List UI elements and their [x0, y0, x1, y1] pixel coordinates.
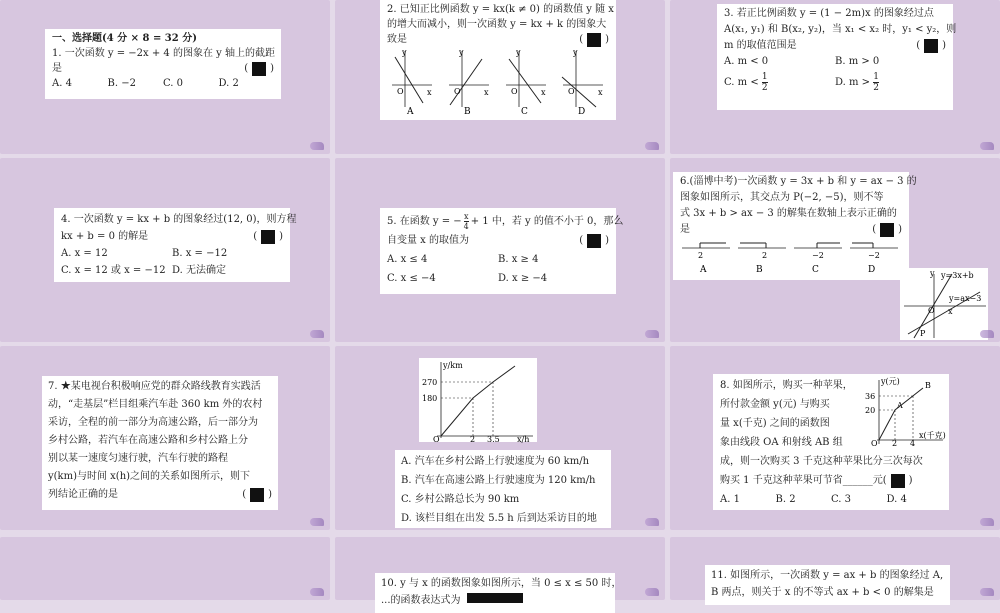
option-c: C. m < $\frac{1}{2}$: [724, 72, 768, 93]
option-d: D. 2: [218, 78, 239, 89]
number-line-b: [738, 243, 786, 275]
axis-y-label: y: [573, 48, 578, 57]
options-row-2: [387, 269, 609, 288]
graph-label-d: D: [578, 107, 586, 117]
slide-thumbnail-3[interactable]: [670, 0, 1000, 154]
option-d: D. x ≥ −4: [498, 273, 548, 284]
option-label-c: C: [812, 265, 819, 275]
slide-thumbnail-4[interactable]: [0, 158, 330, 342]
axis-y-label: y: [516, 48, 521, 57]
question-line: 量 x(千克) 之间的函数图: [720, 418, 830, 429]
option-label-a: A: [700, 265, 707, 275]
y-tick-180: 180: [422, 394, 438, 403]
number-line-tick: −2: [868, 251, 880, 260]
graph-a: [392, 48, 432, 117]
answer-parentheses: ( ): [916, 40, 946, 51]
line-label-1: y=3x+b: [941, 271, 974, 280]
question-card-3: [717, 4, 957, 110]
question-card-7: [42, 376, 278, 510]
slide-thumbnail-7b[interactable]: [335, 346, 665, 530]
option-a: A. x = 12: [61, 248, 108, 259]
slide-thumbnail-5[interactable]: [335, 158, 665, 342]
price-quantity-graph: [863, 376, 945, 446]
options-row-1: [387, 250, 609, 269]
origin-label: O: [454, 87, 461, 96]
question-line: B 两点，则关于 x 的不等式 ax + b < 0 的解集是: [711, 587, 934, 598]
axis-y-label: y(元): [881, 377, 900, 386]
number-line-a: [682, 243, 730, 275]
question-line: 乡村公路，若汽车在高速公路和乡村公路上分: [48, 435, 248, 446]
answer-box: [250, 488, 264, 502]
slide-thumbnail-7[interactable]: [0, 346, 330, 530]
question-line: 11. 如图所示，一次函数 y = ax + b 的图象经过 A,: [711, 570, 944, 581]
option-a: A. m < 0: [724, 56, 769, 67]
options-row-2: [724, 72, 946, 93]
slide-thumbnail-11[interactable]: [670, 537, 1000, 600]
line-label-2: y=ax−3: [949, 294, 982, 303]
question-line: 象由线段 OA 和射线 AB 组: [720, 437, 843, 448]
question-line: y(km)与时间 x(h)之间的关系如图所示，则下: [48, 471, 251, 482]
option-c: C. 0: [163, 78, 184, 89]
question-text-2: kx + b = 0 的解是 ( ): [61, 228, 283, 245]
axis-y-label: y: [459, 48, 464, 57]
question-text-2: A(x₁, y₁) 和 B(x₂, y₂)，当 x₁ < x₂ 时，y₁ < y₂，则: [724, 24, 957, 35]
axis-x-label: x: [541, 88, 546, 97]
answer-box: [924, 39, 938, 53]
x-tick-4: 4: [910, 439, 916, 448]
option-c: C. x = 12 或 x = −12: [61, 265, 166, 276]
x-tick-2: 2: [892, 439, 898, 448]
intersection-graph: [900, 268, 988, 340]
answer-box: [587, 33, 601, 47]
graph-b: [449, 48, 489, 117]
question-text-2: 是 ( ): [52, 63, 274, 74]
option-c: C. x ≤ −4: [387, 273, 436, 284]
answer-parentheses: ( ): [244, 63, 274, 74]
graph-label-c: C: [521, 107, 528, 117]
origin-label: O: [928, 306, 935, 315]
x-tick-2: 2: [470, 435, 476, 444]
question-line: 所付款金额 y(元) 与购买: [720, 399, 830, 410]
y-tick-36: 36: [865, 392, 876, 401]
option-label-b: B: [756, 265, 763, 275]
number-line-options: [680, 238, 902, 278]
answer-box: [891, 474, 905, 488]
question-card-11: [705, 565, 950, 605]
answer-box: [587, 234, 601, 248]
option-label-d: D: [868, 265, 876, 275]
origin-label: O: [433, 435, 440, 444]
graph-d: [562, 48, 603, 117]
option-d: D. 该栏目组在出发 5.5 h 后到达采访目的地: [401, 513, 597, 524]
number-line-tick: 2: [762, 251, 768, 260]
question-text-2: 图象如图所示，其交点为 P(−2, −5)，则不等: [680, 192, 884, 203]
number-line-d: [850, 243, 898, 275]
options-row-1: [724, 54, 946, 70]
question-text-2: 的增大而减小，则一次函数 y = kx + k 的图象大: [387, 19, 607, 30]
option-b: B. x = −12: [172, 248, 228, 259]
question-line: ...的函数表达式为: [381, 592, 609, 609]
question-card-6: [673, 172, 917, 280]
answer-box: [261, 230, 275, 244]
origin-label: O: [568, 87, 575, 96]
question-text: 2. 已知正比例函数 y = kx(k ≠ 0) 的函数值 y 随 x: [387, 4, 614, 15]
answer-box: [880, 223, 894, 237]
answer-parentheses: ( ): [242, 489, 272, 500]
slide-thumbnail-8[interactable]: [670, 346, 1000, 530]
origin-label: O: [397, 87, 404, 96]
axis-x-label: x: [598, 88, 603, 97]
option-graphs: [387, 47, 609, 115]
axis-x-label: x/h: [517, 435, 530, 444]
question-card-2: [380, 0, 616, 120]
question-line: 别以某一速度匀速行驶，汽车行驶的路程: [48, 453, 228, 464]
question-card-8: [713, 374, 949, 510]
question-text: 6.(淄博中考)一次函数 y = 3x + b 和 y = ax − 3 的: [680, 176, 917, 187]
question-text-2: 自变量 x 的取值为 ( ): [387, 231, 609, 250]
question-card-5: [380, 208, 624, 294]
axis-y-label: y/km: [443, 361, 463, 370]
option-c: C. 3: [831, 494, 852, 505]
answer-parentheses: ( ): [579, 235, 609, 246]
y-tick-270: 270: [422, 378, 438, 387]
question-line: 列结论正确的是 ( ): [48, 486, 272, 504]
answer-parentheses: ( ): [579, 34, 609, 45]
question-text: 5. 在函数 y = − $\frac{x}{4}$ + 1 中，若 y 的值不小于 0，那么: [387, 212, 624, 231]
question-line: 动，“走基层”栏目组乘汽车赴 360 km 外的农村: [48, 399, 263, 410]
option-a: A. 4: [52, 78, 72, 89]
options-row-2: [61, 262, 283, 279]
answer-parentheses: ( ): [253, 231, 283, 242]
options-row: [52, 76, 274, 91]
question-line: 10. y 与 x 的函数图象如图所示，当 0 ≤ x ≤ 50 时，: [381, 578, 622, 589]
intersection-point-label: P: [920, 329, 926, 338]
fraction: $\frac{1}{2}$: [761, 72, 768, 93]
option-b: B. 2: [775, 494, 796, 505]
axis-x-label: x: [484, 88, 489, 97]
question-text-4: 是 ( ): [680, 222, 902, 238]
graph-label-b: B: [464, 107, 471, 117]
question-text: 3. 若正比例函数 y = (1 − 2m)x 的图象经过点: [724, 8, 934, 19]
point-a-label: A: [897, 401, 903, 410]
question-text-3: 致是 ( ): [387, 34, 609, 45]
question-card-4: [54, 208, 297, 282]
axis-x-label: x: [948, 307, 953, 316]
options-row-1: [61, 245, 283, 262]
option-d: D. 无法确定: [172, 265, 227, 276]
option-a: A. x ≤ 4: [387, 254, 428, 265]
origin-label: O: [511, 87, 518, 96]
question-line: 7. ★某电视台积极响应党的群众路线教育实践活: [48, 381, 261, 392]
question-text-3: 式 3x + b > ax − 3 的解集在数轴上表示正确的: [680, 208, 897, 219]
answer-box: [467, 593, 523, 603]
slide-thumbnail-10[interactable]: [335, 537, 665, 606]
option-a: A. 1: [720, 494, 740, 505]
graph-card-6: [900, 268, 988, 340]
option-a: A. 汽车在乡村公路上行驶速度为 60 km/h: [401, 456, 590, 467]
question-text: 4. 一次函数 y = kx + b 的图象经过(12, 0)，则方程: [61, 214, 297, 225]
slide-thumbnail-6[interactable]: [670, 158, 1000, 342]
answer-parentheses: ( ): [872, 224, 902, 235]
option-d: D. m > $\frac{1}{2}$: [835, 72, 879, 93]
graph-c: [506, 48, 546, 117]
option-b: B. −2: [107, 78, 136, 89]
fraction: $\frac{x}{4}$: [463, 212, 469, 231]
axis-y-label: y: [402, 48, 407, 57]
question-text: 1. 一次函数 y = −2x + 4 的图象在 y 轴上的截距: [52, 48, 275, 59]
option-b: B. 汽车在高速公路上行驶速度为 120 km/h: [401, 475, 596, 486]
x-tick-3-5: 3.5: [487, 435, 500, 444]
slide-thumbnail-1[interactable]: [0, 0, 330, 154]
axis-x-label: x: [427, 88, 432, 97]
axis-y-label: y: [930, 269, 935, 278]
fraction: $\frac{1}{2}$: [873, 72, 879, 93]
question-text-3: m 的取值范围是 ( ): [724, 38, 946, 54]
question-card-1: [45, 29, 281, 99]
options-card-7: [395, 450, 611, 528]
question-card-10: [375, 573, 622, 613]
question-line: 采访，全程的前一部分为高速公路，后一部分为: [48, 417, 258, 428]
section-heading: 一、选择题(4 分 × 8 = 32 分): [52, 33, 197, 44]
graph-label-a: A: [407, 107, 414, 117]
question-line: 成，则一次购买 3 千克这种苹果比分三次每次: [720, 456, 923, 467]
number-line-c: [794, 243, 842, 275]
answer-box: [252, 62, 266, 76]
y-tick-20: 20: [865, 406, 876, 415]
options-row: [720, 490, 942, 509]
question-line: 购买 1 千克这种苹果可节省______元( ): [720, 475, 913, 486]
question-line: 8. 如图所示，购买一种苹果，: [720, 380, 853, 391]
point-b-label: B: [925, 381, 931, 390]
graph-card-7: [419, 358, 537, 442]
slide-thumbnail-2[interactable]: [335, 0, 665, 154]
option-d: D. 4: [886, 494, 907, 505]
option-b: B. m > 0: [835, 56, 880, 67]
option-b: B. x ≥ 4: [498, 254, 539, 265]
number-line-tick: 2: [698, 251, 704, 260]
distance-time-graph: [419, 358, 537, 442]
number-line-tick: −2: [812, 251, 824, 260]
axis-x-label: x(千克): [919, 431, 946, 440]
slide-thumbnail-9[interactable]: [0, 537, 330, 600]
option-c: C. 乡村公路总长为 90 km: [401, 494, 520, 505]
origin-label: O: [871, 439, 878, 448]
